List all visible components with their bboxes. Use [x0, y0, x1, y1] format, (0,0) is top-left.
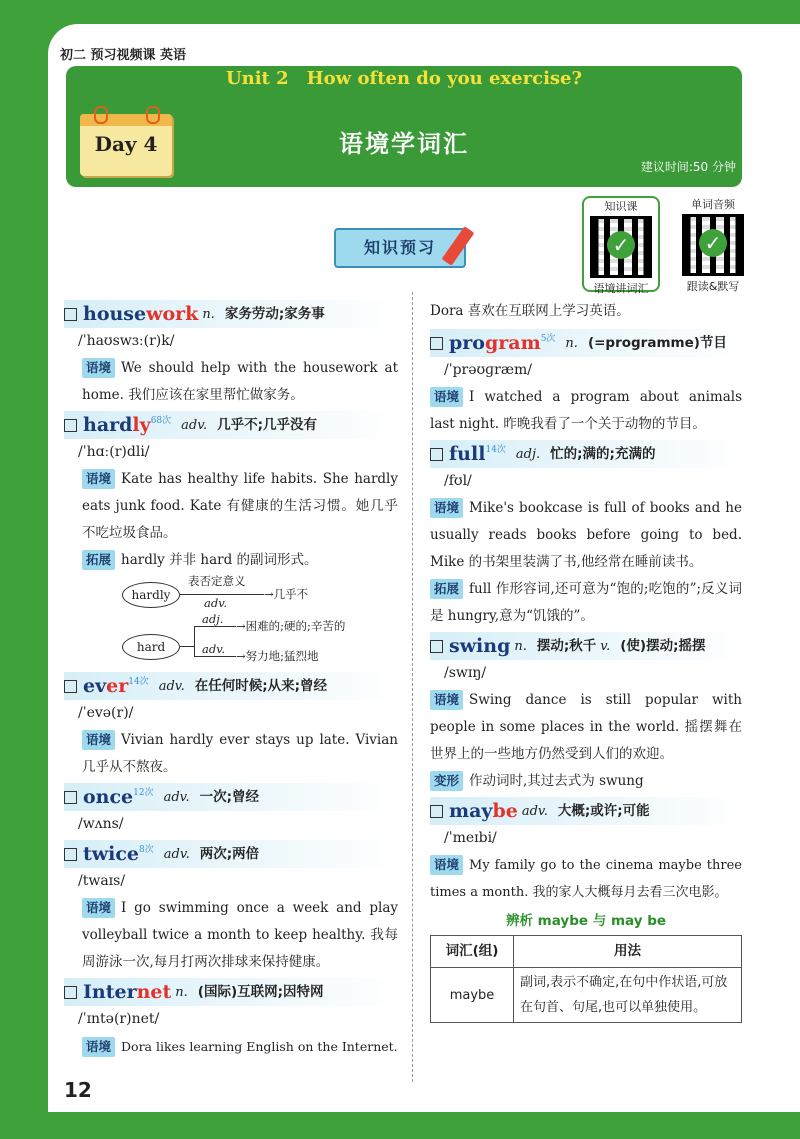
- example-continued: Dora 喜欢在互联网上学习英语。: [430, 303, 630, 319]
- section-label: 知识预习: [334, 228, 466, 268]
- phonetic: /swɪŋ/: [444, 665, 487, 681]
- checkbox[interactable]: [64, 419, 77, 432]
- entry-hardly: hardly 68次 adv. 几乎不;几乎没有 /ˈhɑː(r)dli/ 语境 Kate has healthy life habits. She hardly eats junk food. Kate 有健康的生活习惯。她几乎不吃垃圾食品。 拓展 hardly 并非 hard 的副词形式。 hardly 表否定意义 →几乎不 adv. hard adj. →困难的;硬的;辛苦的 adv. →努力地;猛烈地: [64, 411, 398, 670]
- example: Swing dance is still popular with people in some places in the world. 摇摆舞在世界上的一些地方仍然受到人们的欢迎。: [430, 692, 742, 762]
- right-column: [430, 298, 742, 1023]
- qr-label-top: 知识课: [604, 200, 638, 213]
- example: I watched a program about animals last night. 昨晚我看了一个关于动物的节目。: [430, 389, 742, 432]
- entry-internet: Internet n. (国际)互联网;因特网 /ˈɪntə(r)net/ 语境 Dora likes learning English on the Internet.: [64, 978, 398, 1060]
- qr-label-bottom: 跟读&默写: [686, 280, 740, 293]
- compare-title: 辨析 maybe 与 may be: [505, 913, 667, 929]
- phonetic: /twaɪs/: [78, 873, 126, 889]
- example: We should help with the housework at home. 我们应该在家里帮忙做家务。: [82, 360, 398, 403]
- example: Vivian hardly ever stays up late. Vivian 几乎从不熬夜。: [82, 732, 398, 775]
- phonetic: /ˈhaʊswɜː(r)k/: [78, 333, 175, 349]
- extension: full 作形容词,还可意为“饱的;吃饱的”;反义词是 hungry,意为“饥饿的”。: [430, 581, 742, 624]
- table-header: 用法: [514, 936, 742, 968]
- phonetic: /ˈmeɪbi/: [444, 830, 497, 846]
- phonetic: /ˈevə(r)/: [78, 705, 134, 721]
- bottom-band: [0, 1112, 800, 1139]
- checkbox[interactable]: [64, 680, 77, 693]
- checkbox[interactable]: [430, 448, 443, 461]
- example: Mike's bookcase is full of books and he usually reads books before going to bed. Mike 的书架里装满了书,他经常在睡前读书。: [430, 500, 742, 570]
- table-row: maybe 副词,表示不确定,在句中作状语,可放在句首、句尾,也可以单独使用。: [431, 968, 742, 1023]
- qr-code-icon: [590, 216, 652, 278]
- example: My family go to the cinema maybe three times a month. 我的家人大概每月去看三次电影。: [430, 858, 742, 900]
- check-icon: ✓: [699, 229, 727, 257]
- table-header: 词汇(组): [431, 936, 514, 968]
- left-column: [64, 300, 398, 1062]
- hardly-diagram: hardly 表否定意义 →几乎不 adv. hard adj. →困难的;硬的;辛苦的 adv. →努力地;猛烈地: [94, 574, 398, 670]
- extension: hardly 并非 hard 的副词形式。: [121, 552, 318, 568]
- phonetic: /fʊl/: [444, 473, 472, 489]
- checkbox[interactable]: [64, 791, 77, 804]
- phonetic: /ˈhɑː(r)dli/: [78, 444, 150, 460]
- checkbox[interactable]: [64, 308, 77, 321]
- checkbox[interactable]: [64, 986, 77, 999]
- suggested-time: 建议时间:50 分钟: [640, 160, 736, 174]
- unit-title: Unit 2 How often do you exercise?: [225, 68, 583, 89]
- entry-housework: housework n. 家务劳动;家务事 /ˈhaʊswɜː(r)k/ 语境 We should help with the housework at home. 我们应该在家里帮忙做家务。: [64, 300, 398, 409]
- page-title: 语境学词汇: [339, 130, 469, 158]
- column-divider: [412, 292, 413, 1082]
- breadcrumb: 初二 预习视频课 英语: [60, 48, 187, 63]
- entry-full: full 14次 adj. 忙的;满的;充满的 /fʊl/ 语境 Mike's bookcase is full of books and he usually reads books before going to bed. Mike 的书架里装满了书,他经常在睡前读书。 拓展 full 作形容词,还可意为“饱的;吃饱的”;反义词是 hungry,意为“饥饿的”。: [430, 440, 742, 630]
- checkbox[interactable]: [430, 805, 443, 818]
- entry-twice: twice 8次 adv. 两次;两倍 /twaɪs/ 语境 I go swimming once a week and play volleyball twice a month to keep healthy. 我每周游泳一次,每月打两次排球来保持健康。: [64, 840, 398, 976]
- example: I go swimming once a week and play volleyball twice a month to keep healthy. 我每周游泳一次,每月打两次排球来保持健康。: [82, 900, 398, 970]
- phonetic: /ˈɪntə(r)net/: [78, 1011, 160, 1027]
- qr-code-icon: [682, 214, 744, 276]
- page-number: 12: [64, 1078, 92, 1102]
- phonetic: /ˈprəʊɡræm/: [444, 362, 532, 378]
- entry-swing: swing n. 摆动;秋千 v. (使)摆动;摇摆 /swɪŋ/ 语境 Swing dance is still popular with people in some places in the world. 摇摆舞在世界上的一些地方仍然受到人们的欢迎。 变形 作动词时,其过去式为 swung: [430, 632, 742, 795]
- entry-once: once 12次 adv. 一次;曾经 /wʌns/: [64, 783, 398, 838]
- qr-label-bottom: 语境讲词汇: [593, 282, 649, 295]
- day-label: Day 4: [94, 132, 158, 156]
- checkbox[interactable]: [430, 640, 443, 653]
- entry-program: program 5次 n. (=programme)节目 /ˈprəʊɡræm/ 语境 I watched a program about animals last night. 昨晚我看了一个关于动物的节目。: [430, 329, 742, 438]
- compare-table: [430, 935, 742, 1023]
- entry-maybe: maybe adv. 大概;或许;可能 /ˈmeɪbi/ 语境 My family go to the cinema maybe three times a month. 我的家人大概每月去看三次电影。: [430, 797, 742, 906]
- check-icon: ✓: [607, 231, 635, 259]
- checkbox[interactable]: [430, 337, 443, 350]
- qr-label-top: 单词音频: [691, 198, 735, 211]
- checkbox[interactable]: [64, 848, 77, 861]
- phonetic: /wʌns/: [78, 816, 124, 832]
- qr-card-audio[interactable]: [676, 196, 750, 294]
- qr-card-lesson[interactable]: [582, 196, 660, 295]
- entry-ever: ever 14次 adv. 在任何时候;从来;曾经 /ˈevə(r)/ 语境 Vivian hardly ever stays up late. Vivian 几乎从不熬夜。: [64, 672, 398, 781]
- example: Kate has healthy life habits. She hardly eats junk food. Kate 有健康的生活习惯。她几乎不吃垃圾食品。: [82, 471, 398, 541]
- example: Dora likes learning English on the Internet.: [121, 1039, 398, 1054]
- variation: 作动词时,其过去式为 swung: [469, 773, 644, 789]
